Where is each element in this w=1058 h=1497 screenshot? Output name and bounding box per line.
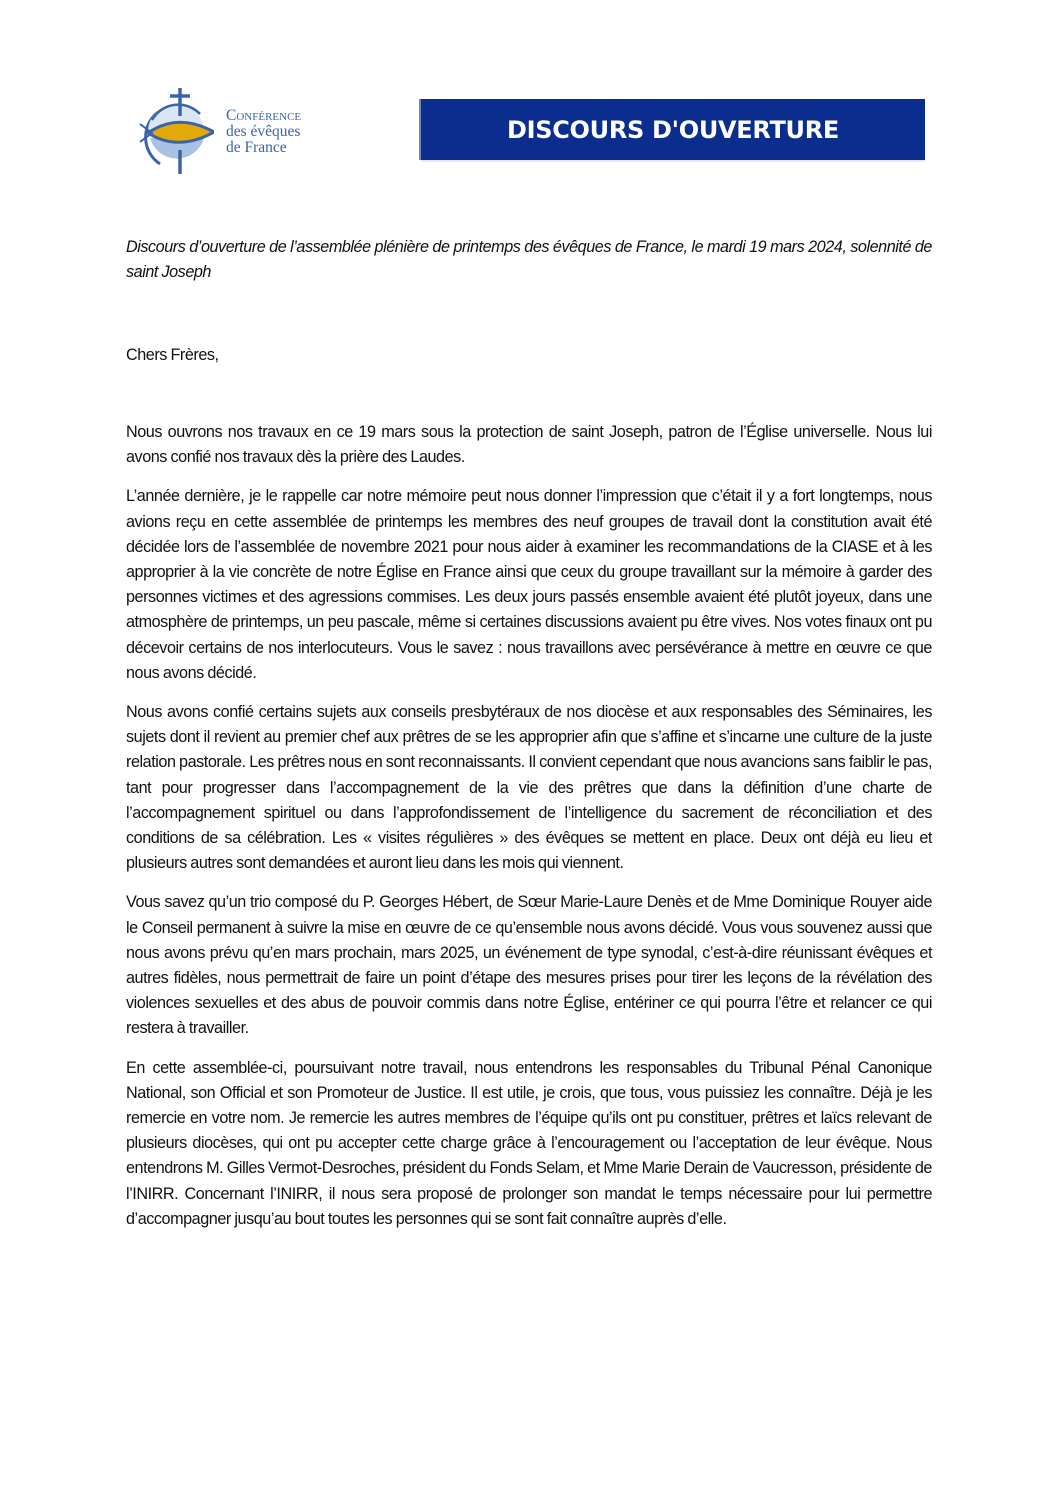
logo-wordmark — [226, 108, 301, 156]
paragraph-1: Nous ouvrons nos travaux en ce 19 mars sous la protection de saint Joseph, patron de l’Église universelle. Nous lui avons confié nos travaux dès la prière des Laudes. — [126, 423, 932, 467]
logo-line-3 — [226, 140, 301, 156]
document-body — [126, 420, 932, 1246]
cef-logo — [138, 84, 328, 180]
banner-title: DISCOURS D'OUVERTURE — [506, 115, 840, 144]
title-banner — [421, 99, 925, 160]
greeting: Chers Frères, — [126, 346, 219, 364]
paragraph-4: Vous savez qu’un trio composé du P. Georges Hébert, de Sœur Marie-Laure Denès et de Mme Dominique Rouyer aide le Conseil permanent à suivre la mise en œuvre de ce qu’ensemble nous avons décidé. Vous vous souvenez aussi que nous avons prévu qu’en mars prochain, mars 2025, un événement de type synodal, c’est-à-dire réunissant évêques et autres fidèles, nous permettrait de faire un point d’étape des mesures prises pour tirer les leçons de la révélation des violences sexuelles et des abus de pouvoir commis dans notre Église, entériner ce qui pourra l’être et relancer ce qui restera à travailler. — [126, 893, 932, 1038]
paragraph-5: En cette assemblée-ci, poursuivant notre travail, nous entendrons les responsables du Tribunal Pénal Canonique National, son Official et son Promoteur de Justice. Il est utile, je crois, que tous, vous puissiez les connaître. Déjà je les remercie en votre nom. Je remercie les autres membres de l’équipe qu’ils ont pu constituer, prêtres et laïcs relevant de plusieurs diocèses, qui ont pu accepter cette charge grâce à l’encouragement ou l’acceptation de leur évêque. Nous entendrons M. Gilles Vermot-Desroches, président du Fonds Selam, et Mme Marie Derain de Vaucresson, présidente de l’INIRR. Concernant l’INIRR, il nous sera proposé de prolonger son mandat le temps nécessaire pour lui permettre d’accompagner jusqu’au bout toutes les personnes qui se sont fait connaître auprès d’elle. — [126, 1058, 932, 1228]
document-subtitle: Discours d’ouverture de l’assemblée plénière de printemps des évêques de France, le mardi 19 mars 2024, solennité de saint Joseph — [126, 238, 932, 282]
paragraph-3: Nous avons confié certains sujets aux conseils presbytéraux de nos diocèse et aux responsables des Séminaires, les sujets dont il revient au premier chef aux prêtres de se les approprier afin que s’affine et s’incarne une culture de la juste relation pastorale. Les prêtres nous en sont reconnaissants. Il convient cependant que nous avancions sans faiblir le pas, tant pour progresser dans l’accompagnement de la vie des prêtres que dans la définition d’une charte de l’accompagnement spirituel ou dans l’approfondissement de l’intelligence du sacrement de réconciliation et des conditions de sa célébration. Les « visites régulières » des évêques se mettent en place. Deux ont déjà eu lieu et plusieurs autres sont demandées et auront lieu dans les mois qui viennent. — [126, 703, 932, 873]
logo-line-2: des évêques — [226, 123, 301, 140]
logo-line-3-text: de France — [226, 139, 287, 156]
logo-line-1: Conférence — [226, 107, 302, 124]
cross-fish-globe-icon — [138, 84, 214, 176]
paragraph-2: L’année dernière, je le rappelle car notre mémoire peut nous donner l’impression que c’était il y a fort longtemps, nous avions reçu en cette assemblée de printemps les membres des neuf groupes de travail dont la constitution avait été décidée lors de l’assemblée de novembre 2021 pour nous aider à examiner les recommandations de la CIASE et à les approprier à la vie concrète de notre Église en France ainsi que ceux du groupe travaillant sur la mémoire à garder des personnes victimes et des agressions commises. Les deux jours passés ensemble avaient été plutôt joyeux, dans une atmosphère de printemps, un peu pascale, même si certaines discussions avaient pu être vives. Nos votes finaux ont pu décevoir certains de nos interlocuteurs. Vous le savez : nous travaillons avec persévérance à mettre en œuvre ce que nous avons décidé. — [126, 487, 932, 682]
